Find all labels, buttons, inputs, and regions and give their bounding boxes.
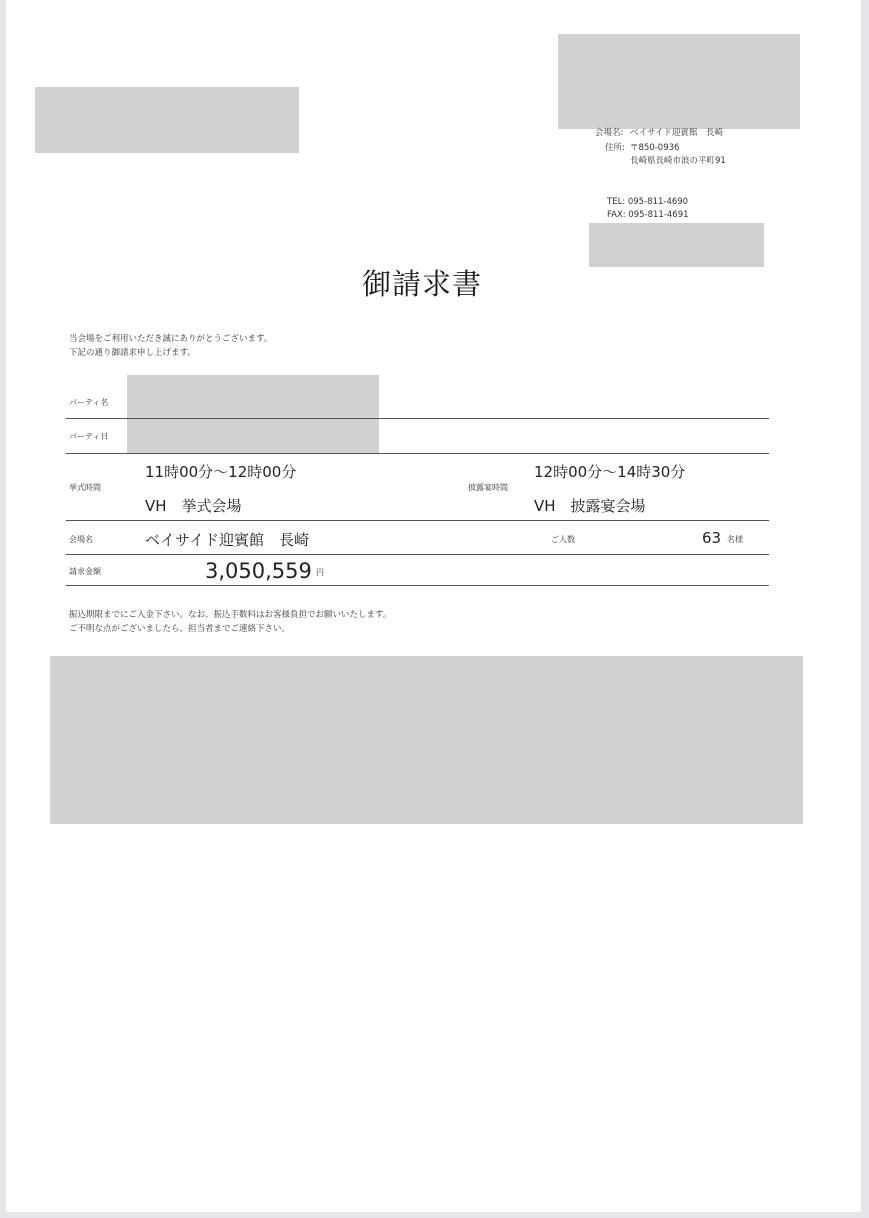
amount-value: 3,050,559 [205, 559, 312, 583]
row-divider [66, 453, 769, 454]
venue-label: 会場名: [595, 128, 624, 138]
venue-row-value: ベイサイド迎賓館 長崎 [145, 531, 309, 549]
ceremony-place: VH 挙式会場 [145, 497, 242, 515]
intro-line-2: 下記の通り御請求申し上げます。 [69, 348, 196, 358]
note-line-2: ご不明な点がございましたら、担当者までご連絡下さい。 [69, 624, 291, 634]
redacted-stamp [589, 223, 764, 267]
reception-time: 12時00分～14時30分 [534, 463, 686, 481]
row-divider [66, 520, 769, 521]
reception-time-label: 披露宴時間 [468, 483, 508, 492]
redacted-party-info [127, 375, 379, 453]
row-divider [66, 554, 769, 555]
ceremony-time: 11時00分～12時00分 [145, 463, 297, 481]
redacted-recipient [35, 87, 299, 153]
reception-place: VH 披露宴会場 [534, 497, 646, 515]
tel: TEL: 095-811-4690 [607, 197, 689, 207]
venue-row-label: 会場名 [69, 535, 93, 544]
address-label: 住所: [605, 143, 625, 153]
party-name-label: パーティ名 [69, 398, 109, 407]
row-divider [66, 418, 769, 419]
amount-label: 請求金額 [69, 567, 101, 576]
redacted-bank-info [50, 656, 803, 824]
party-date-label: パーティ日 [69, 432, 109, 441]
redacted-logo [558, 34, 800, 129]
document-title: 御請求書 [362, 267, 483, 301]
amount-unit: 円 [316, 568, 324, 577]
note-line-1: 振込期限までにご入金下さい。なお、振込手数料はお客様負担でお願いいたします。 [69, 610, 392, 620]
venue-name: ベイサイド迎賓館 長崎 [630, 128, 723, 138]
guests-label: ご人数 [551, 535, 575, 544]
address: 長崎県長崎市浪の平町91 [630, 156, 726, 166]
ceremony-time-label: 挙式時間 [69, 483, 101, 492]
row-divider [66, 585, 769, 586]
invoice-page [6, 0, 861, 1212]
fax: FAX: 095-811-4691 [607, 210, 689, 220]
intro-line-1: 当会場をご利用いただき誠にありがとうございます。 [69, 334, 273, 344]
guests-value: 63 [702, 529, 722, 547]
guests-unit: 名様 [727, 535, 743, 544]
postal-code: 〒850-0936 [630, 143, 680, 153]
